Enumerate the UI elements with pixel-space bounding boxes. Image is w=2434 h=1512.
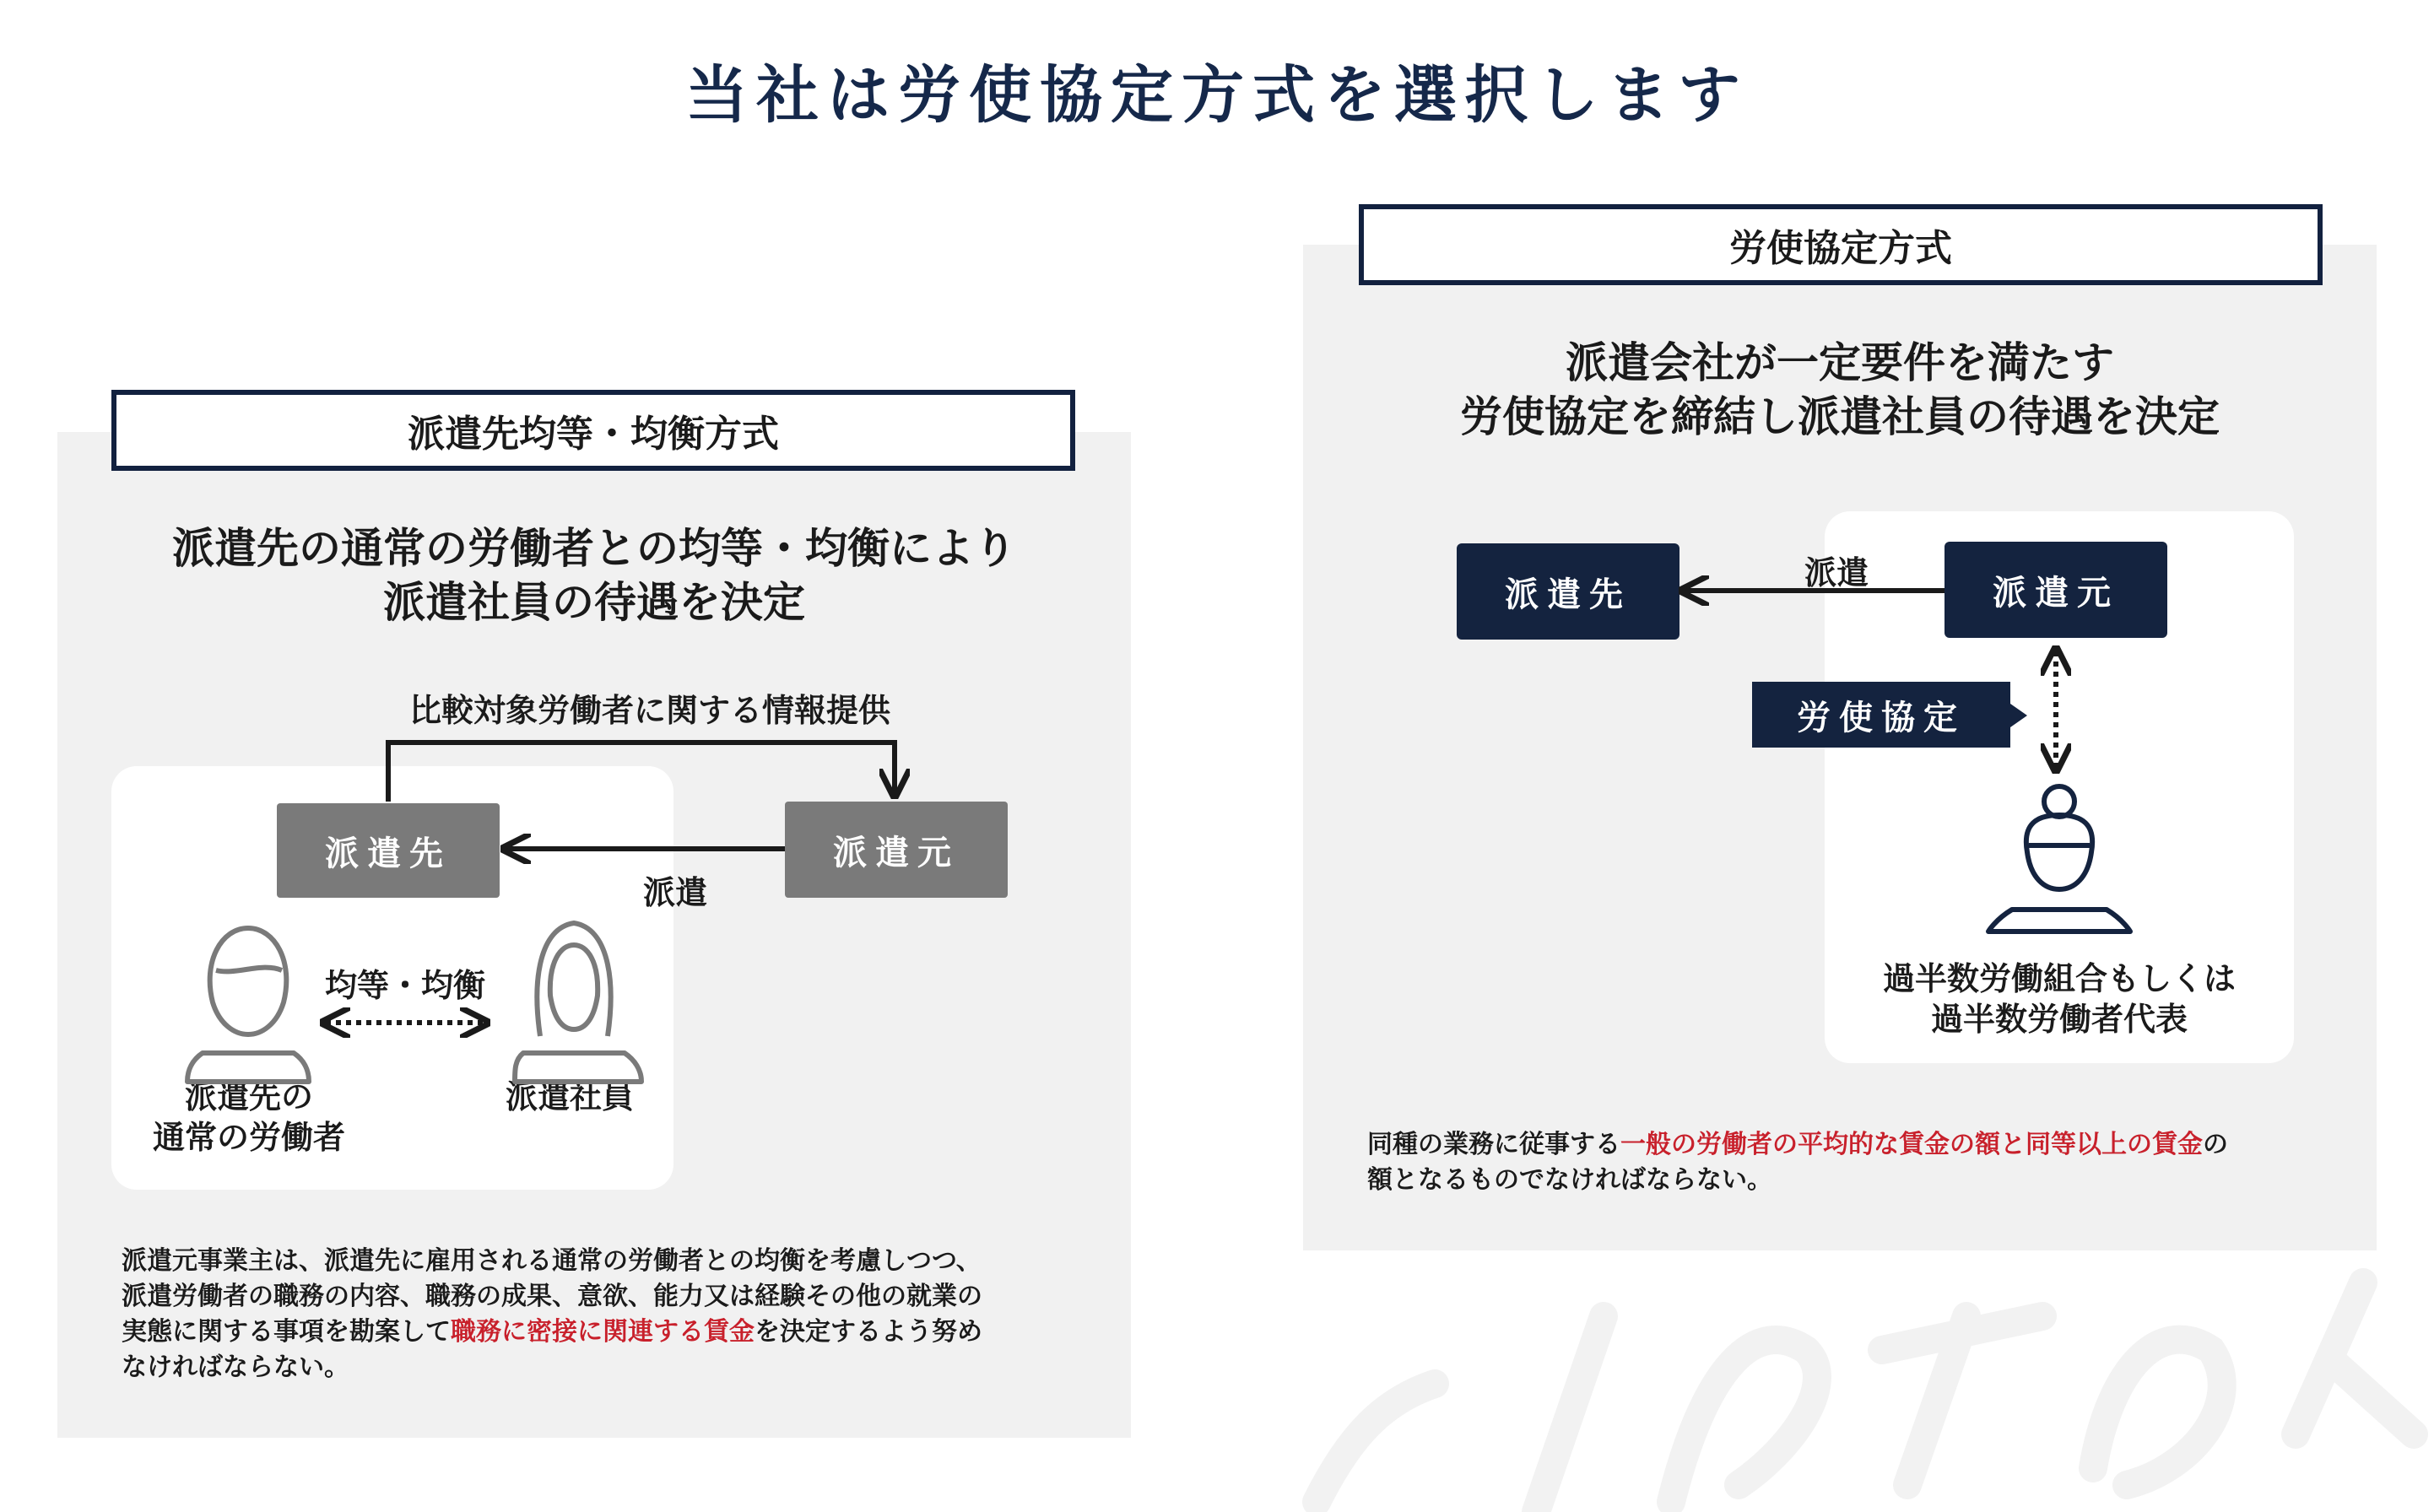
page-title: 当社は労使協定方式を選択します <box>685 59 1749 132</box>
dispatched-employee-label: 派遣社員 <box>505 1078 634 1115</box>
right-heading-line1: 派遣会社が一定要件を満たす <box>1566 338 2114 387</box>
left-dest-box: 派遣先 <box>277 803 500 898</box>
right-body-line1: 同種の業務に従事する一般の労働者の平均的な賃金の額と同等以上の賃金の <box>1367 1130 2228 1159</box>
right-dispatch-label: 派遣 <box>1804 554 1869 591</box>
left-heading-line1: 派遣先の通常の労働者との均等・均衡により <box>172 524 1016 573</box>
right-body-line2: 額となるものでなければならない。 <box>1367 1165 1772 1195</box>
left-origin-box: 派遣元 <box>785 802 1008 898</box>
left-highlight: 職務に密接に関連する賃金 <box>451 1317 755 1347</box>
representative-line1: 過半数労働組合もしくは <box>1882 960 2236 997</box>
right-highlight: 一般の労働者の平均的な賃金の額と同等以上の賃金 <box>1620 1130 2203 1159</box>
representative-line2: 過半数労働者代表 <box>1930 1001 2188 1038</box>
info-provision-label: 比較対象労働者に関する情報提供 <box>408 691 890 729</box>
left-body-line1: 派遣元事業主は、派遣先に雇用される通常の労働者との均衡を考慮しつつ、 <box>122 1246 982 1276</box>
left-dispatch-label: 派遣 <box>642 873 707 911</box>
info-provision-arrow <box>388 742 895 802</box>
representative-icon <box>1988 786 2130 932</box>
right-dest-box: 派遣先 <box>1457 543 1679 640</box>
left-body-line3: 実態に関する事項を勘案して職務に密接に関連する賃金を決定するよう努め <box>122 1317 982 1347</box>
right-method-label: 労使協定方式 <box>1359 204 2323 285</box>
equality-label: 均等・均衡 <box>324 966 485 1004</box>
left-heading-line2: 派遣社員の待遇を決定 <box>383 578 805 627</box>
regular-worker-line1: 派遣先の <box>184 1078 313 1115</box>
regular-worker-line2: 通常の労働者 <box>152 1119 345 1156</box>
right-origin-box: 派遣元 <box>1944 542 2167 638</box>
person-icon <box>187 928 309 1082</box>
labor-agreement-box: 労使協定 <box>1752 682 2010 748</box>
left-method-label: 派遣先均等・均衡方式 <box>111 390 1075 471</box>
left-body-line2: 派遣労働者の職務の内容、職務の成果、意欲、能力又は経験その他の就業の <box>122 1282 982 1311</box>
woman-icon <box>515 923 641 1082</box>
right-heading-line2: 労使協定を締結し派遣社員の待遇を決定 <box>1460 392 2220 441</box>
left-body-line4: なければならない。 <box>122 1353 349 1382</box>
agreement-pointer <box>2010 704 2027 727</box>
watermark-logo <box>1317 1282 2414 1512</box>
